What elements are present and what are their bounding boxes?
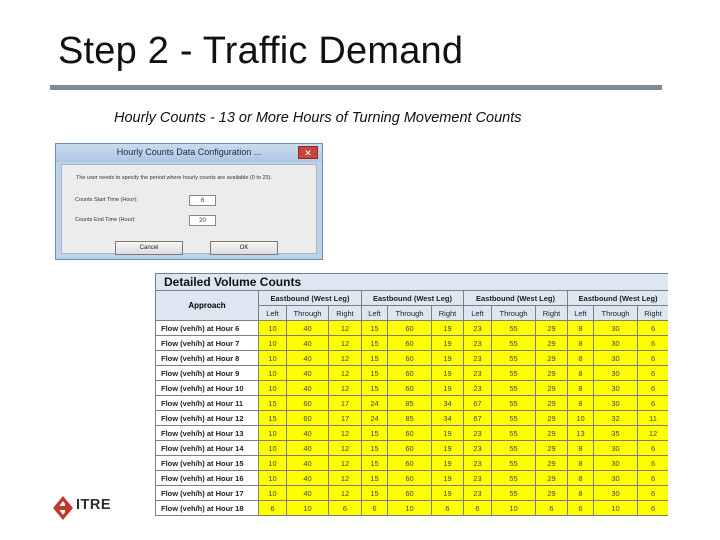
volume-cell[interactable]: 8 (568, 366, 594, 381)
dialog-body (61, 164, 317, 254)
volume-cell[interactable]: 40 (287, 486, 329, 501)
volume-cell[interactable]: 10 (259, 456, 287, 471)
row-label: Flow (veh/h) at Hour 11 (156, 396, 259, 411)
volume-cell[interactable]: 15 (362, 486, 388, 501)
volume-cell[interactable]: 17 (329, 396, 362, 411)
volume-cell[interactable]: 30 (594, 366, 638, 381)
volume-cell[interactable]: 55 (492, 441, 536, 456)
start-time-label: Counts Start Time (Hour): (75, 197, 138, 203)
volume-cell[interactable]: 29 (536, 396, 568, 411)
volume-cell[interactable]: 12 (329, 441, 362, 456)
volume-cell[interactable]: 19 (432, 321, 464, 336)
volume-cell[interactable]: 30 (594, 396, 638, 411)
volume-cell[interactable]: 6 (638, 441, 669, 456)
movement-header: Left (464, 306, 492, 321)
close-icon[interactable]: ✕ (298, 146, 318, 159)
volume-cell[interactable]: 6 (329, 501, 362, 516)
itre-logo-icon (52, 495, 74, 521)
table-title: Detailed Volume Counts (156, 274, 669, 291)
row-label: Flow (veh/h) at Hour 18 (156, 501, 259, 516)
volume-cell[interactable]: 55 (492, 336, 536, 351)
volume-cell[interactable]: 15 (362, 321, 388, 336)
volume-cell[interactable]: 29 (536, 441, 568, 456)
volume-cell[interactable]: 6 (638, 381, 669, 396)
row-label: Flow (veh/h) at Hour 8 (156, 351, 259, 366)
volume-cell[interactable]: 40 (287, 471, 329, 486)
movement-header: Through (492, 306, 536, 321)
volume-cell[interactable]: 12 (329, 381, 362, 396)
volume-cell[interactable]: 24 (362, 411, 388, 426)
volume-cell[interactable]: 6 (638, 351, 669, 366)
volume-cell[interactable]: 55 (492, 426, 536, 441)
volume-cell[interactable]: 10 (259, 321, 287, 336)
volume-cell[interactable]: 10 (287, 501, 329, 516)
volume-cell[interactable]: 29 (536, 336, 568, 351)
volume-cell[interactable]: 10 (568, 411, 594, 426)
volume-cell[interactable]: 29 (536, 366, 568, 381)
volume-cell[interactable]: 8 (568, 441, 594, 456)
volume-cell[interactable]: 10 (388, 501, 432, 516)
volume-cell[interactable]: 40 (287, 336, 329, 351)
volume-cell[interactable]: 40 (287, 381, 329, 396)
volume-cell[interactable]: 6 (464, 501, 492, 516)
volume-cell[interactable]: 15 (362, 381, 388, 396)
table-row (156, 396, 669, 411)
volume-cell[interactable]: 10 (259, 441, 287, 456)
row-label: Flow (veh/h) at Hour 15 (156, 456, 259, 471)
volume-cell[interactable]: 23 (464, 321, 492, 336)
cancel-button[interactable]: Cancel (115, 241, 183, 255)
volume-cell[interactable]: 17 (329, 411, 362, 426)
volume-cell[interactable]: 10 (492, 501, 536, 516)
volume-cell[interactable]: 30 (594, 381, 638, 396)
volume-cell[interactable]: 6 (638, 486, 669, 501)
volume-cell[interactable]: 23 (464, 441, 492, 456)
volume-cell[interactable]: 6 (638, 366, 669, 381)
volume-cell[interactable]: 29 (536, 486, 568, 501)
volume-cell[interactable]: 10 (259, 366, 287, 381)
volume-cell[interactable]: 40 (287, 351, 329, 366)
row-label: Flow (veh/h) at Hour 13 (156, 426, 259, 441)
slide-subtitle: Hourly Counts - 13 or More Hours of Turning Movement Counts (114, 110, 522, 126)
volume-cell[interactable]: 60 (388, 471, 432, 486)
volume-cell[interactable]: 19 (432, 381, 464, 396)
volume-cell[interactable]: 30 (594, 441, 638, 456)
ok-button[interactable]: OK (210, 241, 278, 255)
volume-cell[interactable]: 6 (638, 456, 669, 471)
volume-cell[interactable]: 60 (287, 396, 329, 411)
volume-cell[interactable]: 6 (638, 501, 669, 516)
volume-cell[interactable]: 35 (594, 426, 638, 441)
itre-logo (52, 495, 124, 527)
table-row (156, 351, 669, 366)
volume-cell[interactable]: 6 (259, 501, 287, 516)
volume-cell[interactable]: 6 (536, 501, 568, 516)
volume-cell[interactable]: 15 (362, 456, 388, 471)
volume-cell[interactable]: 23 (464, 486, 492, 501)
volume-cell[interactable]: 15 (362, 426, 388, 441)
volume-cell[interactable]: 6 (638, 336, 669, 351)
table-row (156, 366, 669, 381)
volume-cell[interactable]: 60 (388, 441, 432, 456)
movement-header: Through (287, 306, 329, 321)
volume-cell[interactable]: 12 (329, 366, 362, 381)
volume-cell[interactable]: 55 (492, 486, 536, 501)
volume-cell[interactable]: 24 (362, 396, 388, 411)
volume-cell[interactable]: 55 (492, 456, 536, 471)
volume-cell[interactable]: 10 (594, 501, 638, 516)
volume-cell[interactable]: 19 (432, 366, 464, 381)
volume-cell[interactable]: 12 (329, 426, 362, 441)
movement-header: Left (568, 306, 594, 321)
row-label: Flow (veh/h) at Hour 10 (156, 381, 259, 396)
volume-cell[interactable]: 30 (594, 321, 638, 336)
table-row (156, 321, 669, 336)
volume-cell[interactable]: 30 (594, 456, 638, 471)
volume-cell[interactable]: 12 (329, 471, 362, 486)
volume-cell[interactable]: 6 (362, 501, 388, 516)
volume-cell[interactable]: 55 (492, 381, 536, 396)
volume-cell[interactable]: 29 (536, 456, 568, 471)
group-header: Eastbound (West Leg) (259, 291, 362, 306)
volume-cell[interactable]: 40 (287, 366, 329, 381)
volume-cell[interactable]: 60 (287, 411, 329, 426)
movement-header: Right (432, 306, 464, 321)
row-label: Flow (veh/h) at Hour 12 (156, 411, 259, 426)
volume-cell[interactable]: 10 (259, 471, 287, 486)
volume-cell[interactable]: 10 (259, 426, 287, 441)
volume-cell[interactable]: 29 (536, 411, 568, 426)
table-row (156, 336, 669, 351)
volume-cell[interactable]: 29 (536, 321, 568, 336)
volume-cell[interactable]: 55 (492, 351, 536, 366)
table-row (156, 471, 669, 486)
volume-cell[interactable]: 55 (492, 471, 536, 486)
volume-cell[interactable]: 6 (432, 501, 464, 516)
volume-cell[interactable]: 12 (329, 351, 362, 366)
volume-cell[interactable]: 8 (568, 336, 594, 351)
volume-cell[interactable]: 23 (464, 426, 492, 441)
itre-logo-text: ITRE (76, 497, 112, 513)
volume-cell[interactable]: 85 (388, 396, 432, 411)
volume-cell[interactable]: 60 (388, 336, 432, 351)
start-time-input[interactable]: 6 (189, 195, 216, 206)
movement-header: Left (362, 306, 388, 321)
volume-cell[interactable]: 15 (362, 366, 388, 381)
volume-cell[interactable]: 15 (259, 396, 287, 411)
volume-table-container (155, 273, 668, 517)
volume-cell[interactable]: 23 (464, 456, 492, 471)
volume-cell[interactable]: 30 (594, 486, 638, 501)
volume-cell[interactable]: 8 (568, 471, 594, 486)
movement-header: Through (388, 306, 432, 321)
volume-cell[interactable]: 19 (432, 441, 464, 456)
movement-header: Right (329, 306, 362, 321)
volume-cell[interactable]: 30 (594, 336, 638, 351)
table-row (156, 426, 669, 441)
volume-cell[interactable]: 8 (568, 396, 594, 411)
volume-cell[interactable]: 15 (362, 471, 388, 486)
title-divider (50, 85, 662, 90)
volume-cell[interactable]: 23 (464, 366, 492, 381)
volume-cell[interactable]: 40 (287, 321, 329, 336)
volume-cell[interactable]: 11 (638, 411, 669, 426)
table-row (156, 501, 669, 516)
volume-cell[interactable]: 29 (536, 471, 568, 486)
volume-cell[interactable]: 32 (594, 411, 638, 426)
volume-cell[interactable]: 15 (362, 336, 388, 351)
row-label: Flow (veh/h) at Hour 9 (156, 366, 259, 381)
volume-cell[interactable]: 12 (329, 456, 362, 471)
hourly-counts-dialog (55, 143, 323, 260)
movement-header: Through (594, 306, 638, 321)
volume-cell[interactable]: 55 (492, 366, 536, 381)
volume-cell[interactable]: 12 (329, 486, 362, 501)
volume-cell[interactable]: 12 (329, 336, 362, 351)
volume-cell[interactable]: 8 (568, 321, 594, 336)
volume-cell[interactable]: 15 (362, 441, 388, 456)
volume-cell[interactable]: 10 (259, 351, 287, 366)
slide-title: Step 2 - Traffic Demand (58, 30, 464, 72)
table-row (156, 441, 669, 456)
table-row (156, 411, 669, 426)
volume-cell[interactable]: 34 (432, 396, 464, 411)
row-label: Flow (veh/h) at Hour 14 (156, 441, 259, 456)
volume-cell[interactable]: 19 (432, 351, 464, 366)
volume-cell[interactable]: 8 (568, 486, 594, 501)
volume-cell[interactable]: 10 (259, 381, 287, 396)
volume-cell[interactable]: 55 (492, 411, 536, 426)
dialog-titlebar (56, 144, 322, 162)
row-label: Flow (veh/h) at Hour 6 (156, 321, 259, 336)
volume-cell[interactable]: 19 (432, 486, 464, 501)
row-label: Flow (veh/h) at Hour 7 (156, 336, 259, 351)
volume-cell[interactable]: 6 (638, 321, 669, 336)
movement-header: Right (536, 306, 568, 321)
volume-cell[interactable]: 30 (594, 351, 638, 366)
volume-cell[interactable]: 29 (536, 381, 568, 396)
volume-cell[interactable]: 10 (259, 486, 287, 501)
volume-cell[interactable]: 67 (464, 411, 492, 426)
volume-cell[interactable]: 19 (432, 456, 464, 471)
volume-cell[interactable]: 60 (388, 381, 432, 396)
group-header: Eastbound (West Leg) (464, 291, 568, 306)
volume-cell[interactable]: 60 (388, 456, 432, 471)
volume-cell[interactable]: 40 (287, 426, 329, 441)
volume-cell[interactable]: 29 (536, 351, 568, 366)
volume-cell[interactable]: 8 (568, 381, 594, 396)
volume-cell[interactable]: 55 (492, 396, 536, 411)
dialog-message: The user needs to specify the period where hourly counts are available (0 to 23). (76, 175, 272, 181)
volume-cell[interactable]: 15 (362, 351, 388, 366)
dialog-title: Hourly Counts Data Configuration ... (116, 147, 262, 157)
row-label: Flow (veh/h) at Hour 16 (156, 471, 259, 486)
movement-header: Right (638, 306, 669, 321)
table-row (156, 486, 669, 501)
volume-cell[interactable]: 30 (594, 471, 638, 486)
volume-cell[interactable]: 60 (388, 366, 432, 381)
table-row (156, 381, 669, 396)
volume-cell[interactable]: 12 (638, 426, 669, 441)
volume-cell[interactable]: 12 (329, 321, 362, 336)
volume-cell[interactable]: 19 (432, 426, 464, 441)
volume-cell[interactable]: 67 (464, 396, 492, 411)
group-header: Eastbound (West Leg) (362, 291, 464, 306)
volume-cell[interactable]: 60 (388, 321, 432, 336)
movement-header: Left (259, 306, 287, 321)
volume-cell[interactable]: 60 (388, 351, 432, 366)
volume-counts-table (155, 273, 668, 516)
volume-cell[interactable]: 40 (287, 441, 329, 456)
volume-cell[interactable]: 60 (388, 426, 432, 441)
volume-cell[interactable]: 23 (464, 351, 492, 366)
volume-cell[interactable]: 6 (638, 471, 669, 486)
volume-cell[interactable]: 8 (568, 456, 594, 471)
volume-cell[interactable]: 8 (568, 351, 594, 366)
volume-cell[interactable]: 23 (464, 336, 492, 351)
volume-cell[interactable]: 23 (464, 381, 492, 396)
volume-cell[interactable]: 23 (464, 471, 492, 486)
volume-cell[interactable]: 34 (432, 411, 464, 426)
row-label: Flow (veh/h) at Hour 17 (156, 486, 259, 501)
volume-cell[interactable]: 10 (259, 336, 287, 351)
volume-cell[interactable]: 6 (638, 396, 669, 411)
volume-cell[interactable]: 19 (432, 471, 464, 486)
volume-cell[interactable]: 13 (568, 426, 594, 441)
volume-cell[interactable]: 55 (492, 321, 536, 336)
table-row (156, 456, 669, 471)
volume-cell[interactable]: 40 (287, 456, 329, 471)
group-header: Eastbound (West Leg) (568, 291, 669, 306)
end-time-label: Counts End Time (Hour): (75, 217, 136, 223)
volume-cell[interactable]: 85 (388, 411, 432, 426)
approach-header: Approach (156, 291, 259, 321)
end-time-input[interactable]: 20 (189, 215, 216, 226)
volume-cell[interactable]: 60 (388, 486, 432, 501)
volume-cell[interactable]: 19 (432, 336, 464, 351)
volume-cell[interactable]: 15 (259, 411, 287, 426)
volume-cell[interactable]: 6 (568, 501, 594, 516)
volume-cell[interactable]: 29 (536, 426, 568, 441)
